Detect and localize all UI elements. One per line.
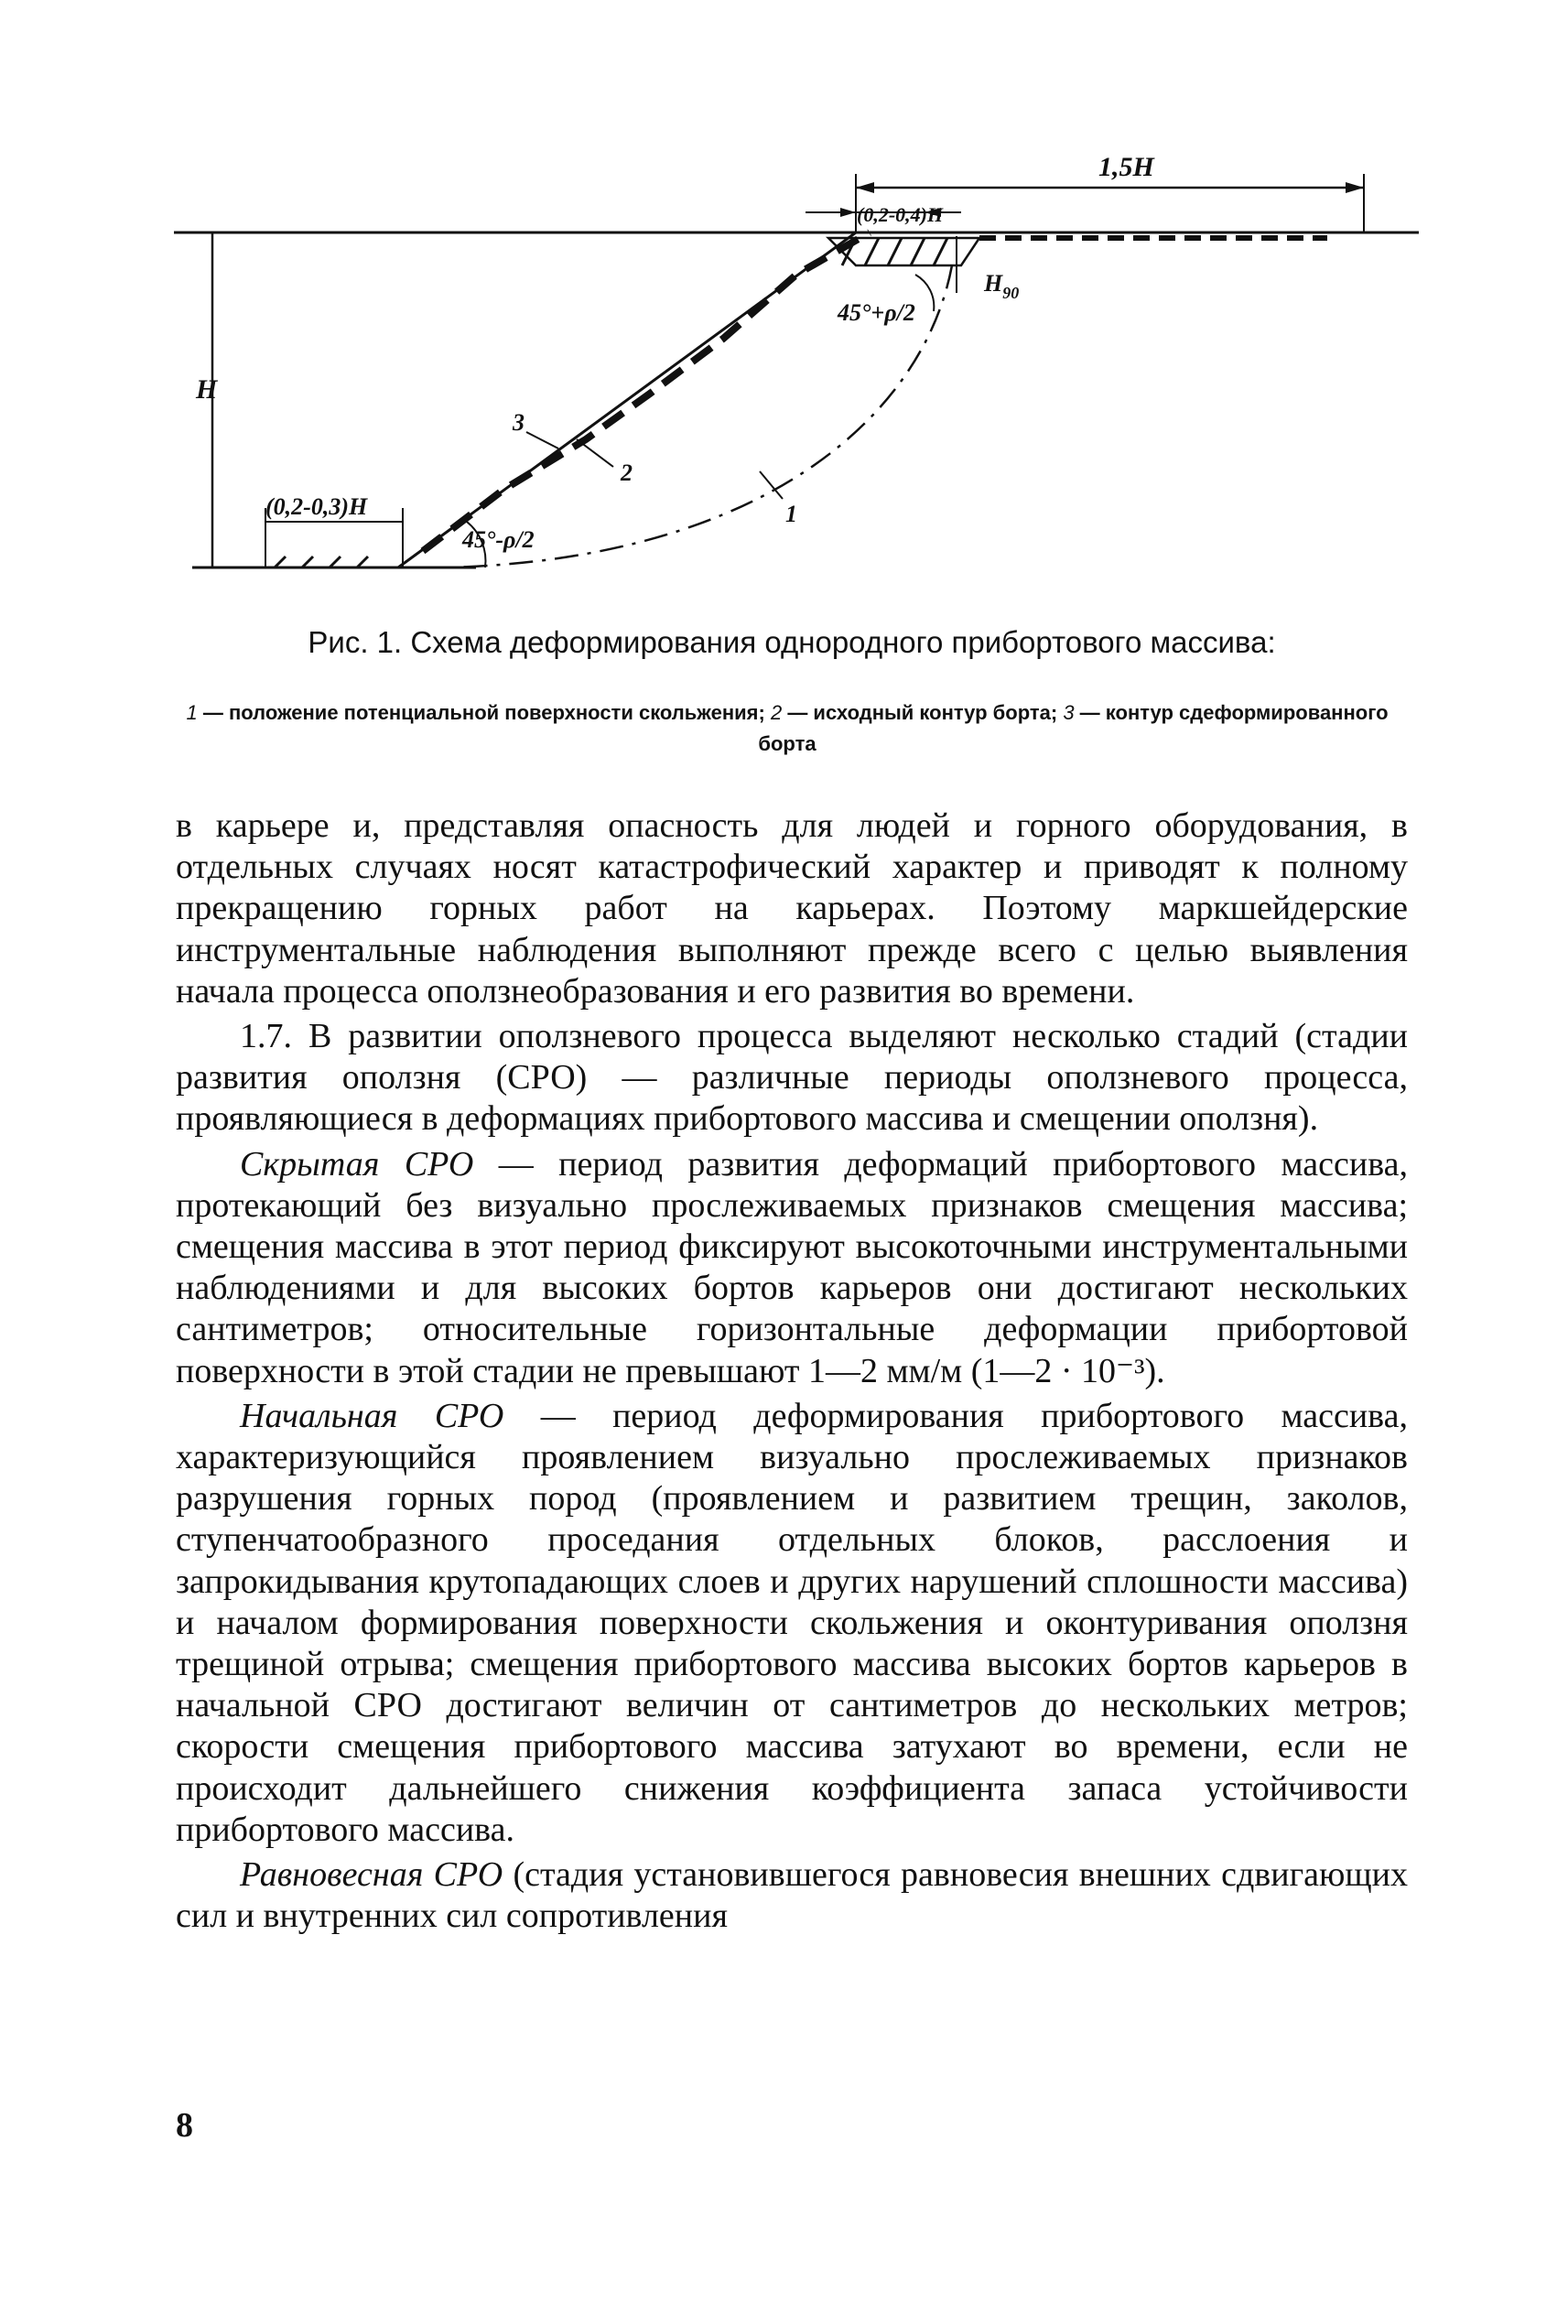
h90-label: $H_{90}$ xyxy=(984,270,1020,302)
legend-text-1: — положение потенциальной поверхности скольжения; xyxy=(197,701,771,724)
slope-deformation-diagram xyxy=(174,137,1419,595)
figure-caption: Рис. 1. Схема деформирования однородного прибортового массива: xyxy=(308,625,1276,659)
figure-legend xyxy=(174,697,1400,760)
term-equilibrium-stage: Равновесная СРО xyxy=(240,1855,503,1895)
paragraph-5: Равновесная СРО (стадия установившегося равновесия внешних сдвигающих сил и внутренних сил сопротивления xyxy=(176,1855,1409,1936)
crest-offset-label: (0,2-0,4)H xyxy=(857,203,944,226)
legend-num-3: 3 xyxy=(1063,701,1075,724)
legend-text-3: — контур сдеформированного борта xyxy=(758,701,1389,755)
legend-num-2: 2 xyxy=(770,701,783,724)
height-label: H xyxy=(196,374,218,405)
width-top-label: 1,5H xyxy=(1098,152,1154,182)
label-2: 2 xyxy=(621,459,633,486)
legend-text-2: — исходный контур борта; xyxy=(782,701,1064,724)
paragraph-1: в карьере и, представляя опасность для людей и горного оборудования, в отдельных случаях носят катастрофический характер и приводят к полному прекращению горных работ на карьерах. Поэтому маркшейдерские инструментальные наблюдения выполняют прежде всего с целью выявления начала процесса оползнеобразования и его развития во времени. xyxy=(176,806,1408,1011)
term-initial-stage: Начальная СРО xyxy=(240,1396,504,1435)
deformed-slope-contour xyxy=(423,232,870,551)
term-hidden-stage: Скрытая СРО xyxy=(240,1144,474,1184)
angle-bottom-label: 45°-ρ/2 xyxy=(462,526,535,553)
toe-offset-label: (0,2-0,3)H xyxy=(265,493,368,520)
paragraph-3: Скрытая СРО — период развития деформаций прибортового массива, протекающий без визуально прослеживаемых признаков смещения массива; смещения массива в этот период фиксируют высокоточными инструментальными наблюдениями и для высоких бортов карьеров они достигают нескольких сантиметров; относительные горизонтальные деформации прибортовой поверхности в этой стадии не превышают 1—2 мм/м (1—2 · 10⁻³). xyxy=(176,1144,1408,1390)
legend-num-1: 1 xyxy=(186,701,198,724)
body-text xyxy=(176,805,1408,1940)
paragraph-4: Начальная СРО — период деформирования прибортового массива, характеризующийся проявлением визуально прослеживаемых признаков разрушения горных пород (проявлением и развитием трещин, заколов, ступенчатообразного проседания отдельных блоков, расслоения и запрокидывания крутопадающих слоев и других нарушений сплошности массива) и началом формирования поверхности скольжения и оконтуривания оползня трещиной отрыва; смещения прибортового массива высоких бортов карьеров в начальной СРО достигают величин от сантиметров до нескольких метров; скорости смещения прибортового массива затухают во времени, если не происходит дальнейшего снижения коэффициента запаса устойчивости прибортового массива. xyxy=(176,1396,1408,1849)
angle-top-label: 45°+ρ/2 xyxy=(838,299,915,326)
label-3: 3 xyxy=(513,409,524,436)
paragraph-2: 1.7. В развитии оползневого процесса выделяют несколько стадий (стадии развития оползня (СРО) — различные периоды оползневого процесса, проявляющиеся в деформациях прибортового массива и смещении оползня). xyxy=(176,1017,1408,1139)
page-number: 8 xyxy=(176,2106,193,2145)
toe-hatching xyxy=(275,557,368,567)
label-1: 1 xyxy=(785,501,797,527)
